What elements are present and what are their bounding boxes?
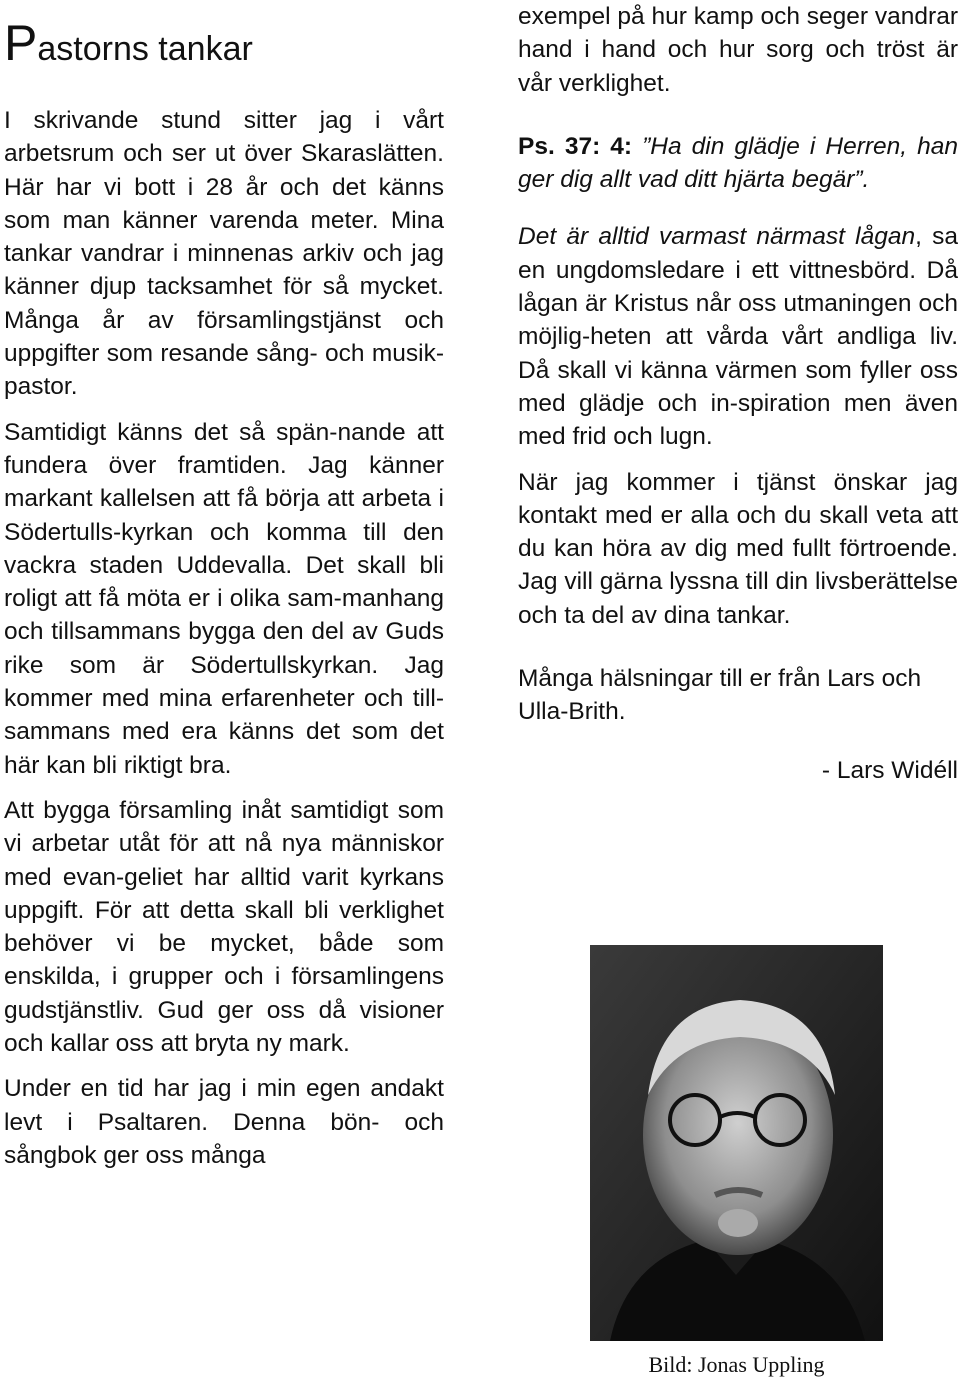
paragraph-6 — [518, 220, 958, 453]
paragraph-2: Samtidigt känns det så spän-nande att fundera över framtiden. Jag känner markant kallelsen att få börja att arbeta i Södertulls-kyrkan och komma till den vackra staden Uddevalla. Det skall bli roligt att få möta er i olika sam-manhang och tillsammans bygga den del av Guds rike som är Södertullskyrkan. Jag kommer med mina erfarenheter och till-sammans med era känns det som det här kan bli riktigt bra. — [4, 418, 444, 779]
signature: - Lars Widéll — [821, 756, 958, 784]
psalm-reference: Ps. 37: 4: — [518, 132, 633, 160]
psalm-text: ”Ha din glädje i Herren, han ger dig allt vad ditt hjärta begär”. — [518, 132, 958, 194]
photo-caption: Bild: Jonas Uppling — [648, 1352, 825, 1377]
portrait-image — [590, 945, 883, 1341]
left-column — [4, 0, 444, 1172]
flame-quote: Det är alltid varmast närmast lågan — [518, 223, 916, 251]
greeting: Många hälsningar till er från Lars och Ulla-Brith. — [518, 665, 922, 726]
psalm-quote — [518, 130, 958, 197]
right-column — [518, 0, 958, 785]
author-photo — [590, 945, 883, 1341]
paragraph-1: I skrivande stund sitter jag i vårt arbetsrum och ser ut över Skaraslätten. Här har vi bott i 28 år och det känns som man känner varenda meter. Mina tankar vandrar i minnenas arkiv och jag känner djup tacksamhet för så mycket. Många år av församlingstjänst och uppgifter som resande sång- och musik-pastor. — [4, 107, 444, 401]
paragraph-7: När jag kommer i tjänst önskar jag kontakt med er alla och du skall veta att du kan höra av dig med fullt förtroende. Jag vill gärna lyssna till din livsberättelse och ta del av dina tankar. — [518, 468, 958, 629]
paragraph-5: exempel på hur kamp och seger vandrar hand i hand och hur sorg och tröst är vår verklighet. — [518, 3, 958, 97]
title-initial: P — [4, 15, 38, 71]
page-title — [4, 0, 444, 84]
paragraph-6-rest: , sa en ungdomsledare i ett vittnesbörd. Då lågan är Kristus når oss utmaningen och möjlig-heten att vårda vårt andliga liv. Då skall vi känna värmen som fyller oss med glädje och in-spiration men även med frid och lugn. — [518, 223, 958, 451]
title-rest: astorns tankar — [37, 30, 253, 68]
paragraph-4: Under en tid har jag i min egen andakt levt i Psaltaren. Denna bön- och sångbok ger oss många — [4, 1075, 444, 1169]
paragraph-3: Att bygga församling inåt samtidigt som vi arbetar utåt för att nå nya människor med evan-geliet har alltid varit kyrkans uppgift. För att detta skall bli verklighet behöver vi be mycket, både som enskilda, i grupper och i församlingens gudstjänstliv. Gud ger oss då visioner och kallar oss att bryta ny mark. — [4, 796, 444, 1058]
